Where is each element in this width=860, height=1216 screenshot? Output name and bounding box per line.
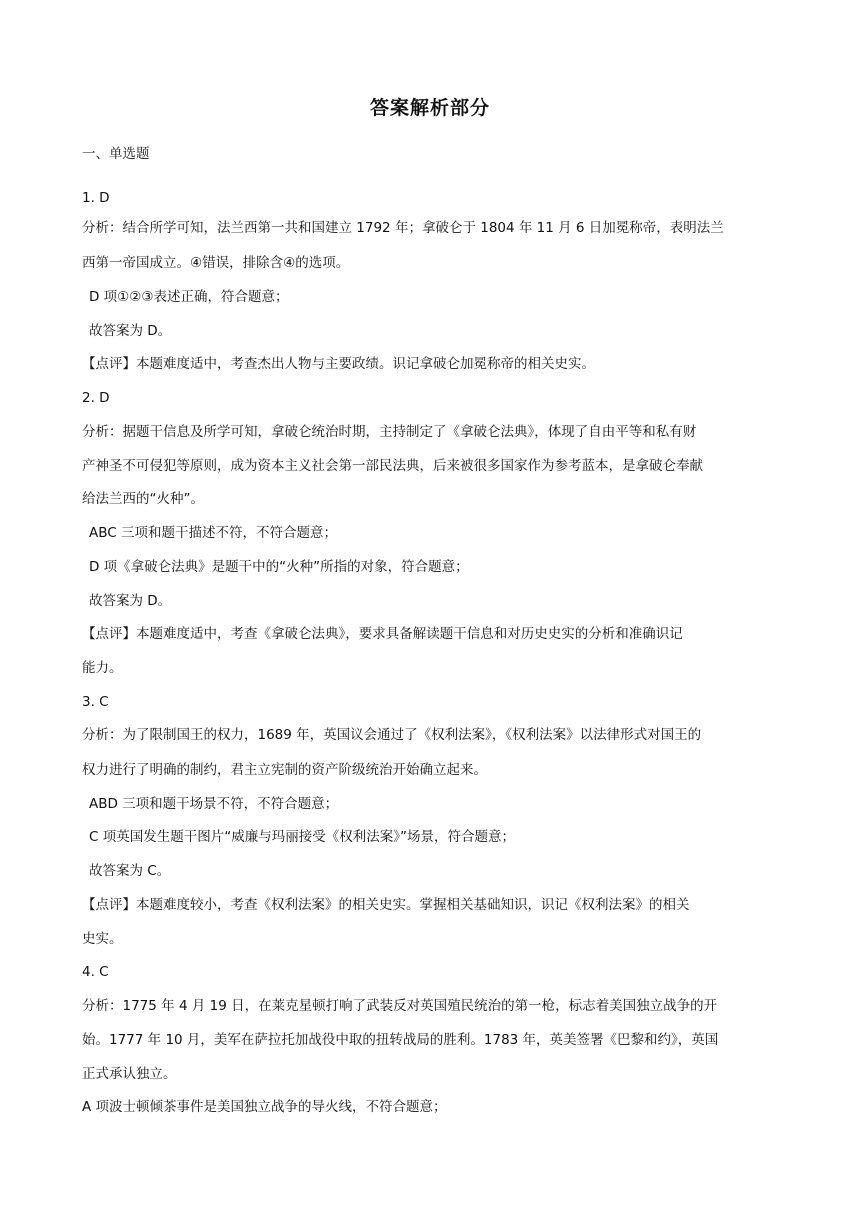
answer-3-number: 3. C: [82, 694, 109, 710]
answer-2-comment: 【点评】本题难度适中，考查《拿破仑法典》，要求具备解读题干信息和对历史史实的分析和准确识记: [82, 626, 683, 642]
answer-2-line: 给法兰西的“火种”。: [82, 491, 204, 507]
answer-3-comment: 【点评】本题难度较小，考查《权利法案》的相关史实。掌握相关基础知识，识记《权利法案》的相关: [82, 897, 690, 913]
answer-4-line: A 项波士顿倾茶事件是美国独立战争的导火线，不符合题意；: [82, 1099, 447, 1115]
section-heading: 一、单选题: [82, 146, 150, 162]
answer-2-number: 2. D: [82, 390, 110, 406]
answer-1-number: 1. D: [82, 190, 110, 206]
answer-2-line: 故答案为 D。: [89, 593, 172, 609]
answer-2-line: 产神圣不可侵犯等原则，成为资本主义社会第一部民法典，后来被很多国家作为参考蓝本，是拿破仑奉献: [82, 458, 703, 474]
answer-2-line: ABC 三项和题干描述不符，不符合题意；: [89, 525, 337, 541]
answer-3-line: 权力进行了明确的制约，君主立宪制的资产阶级统治开始确立起来。: [82, 762, 487, 778]
answer-2-line: 分析：据题干信息及所学可知，拿破仑统治时期，主持制定了《拿破仑法典》，体现了自由平等和私有财: [82, 424, 697, 440]
answer-4-line: 分析：1775 年 4 月 19 日，在莱克星顿打响了武装反对英国殖民统治的第一枪，标志着美国独立战争的开: [82, 998, 718, 1014]
answer-1-line: D 项①②③表述正确，符合题意；: [89, 289, 289, 305]
answer-1-comment: 【点评】本题难度适中，考查杰出人物与主要政绩。识记拿破仑加冕称帝的相关史实。: [82, 356, 595, 372]
answer-4-number: 4. C: [82, 964, 109, 980]
page-title: 答案解析部分: [369, 97, 490, 119]
answer-3-line: 故答案为 C。: [89, 863, 171, 879]
answer-3-line: 分析：为了限制国王的权力，1689 年，英国议会通过了《权利法案》，《权利法案》以法律形式对国王的: [82, 727, 702, 743]
answer-4-line: 正式承认独立。: [82, 1066, 177, 1082]
answer-3-line: C 项英国发生题干图片“威廉与玛丽接受《权利法案》”场景，符合题意；: [89, 829, 515, 845]
answer-3-line: ABD 三项和题干场景不符，不符合题意；: [89, 796, 339, 812]
answer-1-line: 故答案为 D。: [89, 323, 172, 339]
answer-1-line: 西第一帝国成立。④错误，排除含④的选项。: [82, 255, 350, 271]
answer-2-comment: 能力。: [82, 660, 123, 676]
answer-1-line: 分析：结合所学可知，法兰西第一共和国建立 1792 年；拿破仑于 1804 年 11 月 6 日加冕称帝，表明法兰: [82, 220, 724, 236]
answer-3-comment: 史实。: [82, 931, 123, 947]
answer-2-line: D 项《拿破仑法典》是题干中的“火种”所指的对象，符合题意；: [89, 559, 469, 575]
answer-4-line: 始。1777 年 10 月，美军在萨拉托加战役中取的扭转战局的胜利。1783 年，英美签署《巴黎和约》，英国: [82, 1032, 719, 1048]
